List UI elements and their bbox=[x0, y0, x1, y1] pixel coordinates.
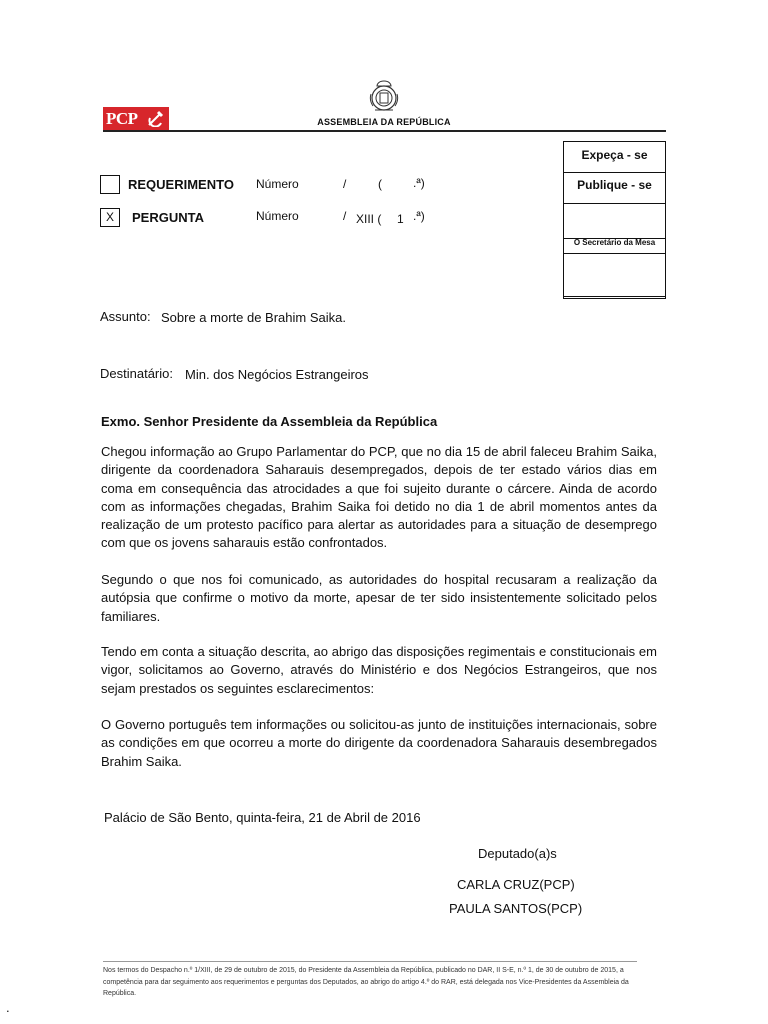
dispatch-signature-area bbox=[564, 253, 665, 297]
pergunta-checkbox[interactable]: X bbox=[100, 208, 120, 227]
pergunta-session: 1 bbox=[397, 212, 404, 226]
requerimento-ordinal: .ª) bbox=[413, 176, 425, 190]
dispatch-secretary: O Secretário da Mesa bbox=[564, 238, 665, 254]
requerimento-paren: ( bbox=[378, 177, 382, 191]
signature-name-1: CARLA CRUZ(PCP) bbox=[457, 877, 575, 892]
coat-of-arms-icon bbox=[367, 80, 401, 112]
recipient-label: Destinatário: bbox=[100, 366, 173, 381]
body-paragraph-2: Segundo o que nos foi comunicado, as autoridades do hospital recusaram a realização da autópsia que confirme o motivo da morte, apesar de ter sido insistentemente solicitado pelos familiares. bbox=[101, 572, 657, 624]
dispatch-expeca: Expeça - se bbox=[564, 142, 665, 173]
header-divider bbox=[103, 130, 666, 132]
recipient-value: Min. dos Negócios Estrangeiros bbox=[185, 367, 369, 382]
requerimento-numero-label: Número bbox=[256, 177, 299, 191]
signature-name-2: PAULA SANTOS(PCP) bbox=[449, 901, 583, 916]
subject-value: Sobre a morte de Brahim Saika. bbox=[161, 310, 346, 325]
body-paragraph-1: Chegou informação ao Grupo Parlamentar do PCP, que no dia 15 de abril faleceu Brahim Saika, dirigente da coordenadora Saharauis desempregados, depois de ter estado vários dias em coma em consequência das atrocidades a que foi sujeito durante o cárcere. Ainda de acordo com as informações chegadas, Brahim Saika foi detido no dia 1 de abril momentos antes da realização de um protesto pacífico para alertar as autoridades para a situação de desemprego com que os jovens saharauis estão confrontados. bbox=[101, 444, 657, 551]
subject-label: Assunto: bbox=[100, 309, 151, 324]
pergunta-slash: / bbox=[343, 209, 347, 223]
footnote-divider bbox=[103, 961, 637, 962]
body-paragraph-3: Tendo em conta a situação descrita, ao abrigo das disposições regimentais e constitucionais em vigor, solicitamos ao Governo, através do Ministério e dos Negócios Estrangeiros, que nos sejam prestados os seguintes esclarecimentos: bbox=[101, 644, 657, 696]
body-paragraph-4: O Governo português tem informações ou solicitou-as junto de instituições internacionais, sobre as condições em que ocorreu a morte do dirigente da coordenadora Saharauis desembregados Brahim Saika. bbox=[101, 717, 657, 769]
pergunta-label: PERGUNTA bbox=[132, 210, 204, 225]
requerimento-checkbox[interactable] bbox=[100, 175, 120, 194]
signatures-title: Deputado(a)s bbox=[478, 846, 557, 861]
requerimento-slash: / bbox=[343, 177, 347, 191]
requerimento-label: REQUERIMENTO bbox=[128, 177, 234, 192]
dispatch-blank bbox=[564, 203, 665, 239]
pergunta-ordinal: .ª) bbox=[413, 209, 425, 223]
logo-text: PCP bbox=[106, 109, 138, 128]
assembly-title: ASSEMBLEIA DA REPÚBLICA bbox=[317, 117, 451, 127]
dispatch-publique: Publique - se bbox=[564, 172, 665, 204]
salutation: Exmo. Senhor Presidente da Assembleia da República bbox=[101, 414, 438, 429]
footnote: Nos termos do Despacho n.º 1/XIII, de 29 de outubro de 2015, do Presidente da Assembleia da República, publicado no DAR, II S-E, n.º 1, de 30 de outubro de 2015, a competência para dar seguimento aos requerimentos e perguntas dos Deputados, ao abrigo do artigo 4.º do RAR, está delegada nos Vice-Presidentes da Assembleia da República. bbox=[103, 967, 629, 997]
place-date: Palácio de São Bento, quinta-feira, 21 de Abril de 2016 bbox=[104, 810, 421, 825]
dispatch-box bbox=[563, 141, 666, 299]
pergunta-numero-label: Número bbox=[256, 209, 299, 223]
stray-mark: . bbox=[6, 1000, 10, 1015]
pergunta-legislature: XIII ( bbox=[356, 212, 382, 226]
